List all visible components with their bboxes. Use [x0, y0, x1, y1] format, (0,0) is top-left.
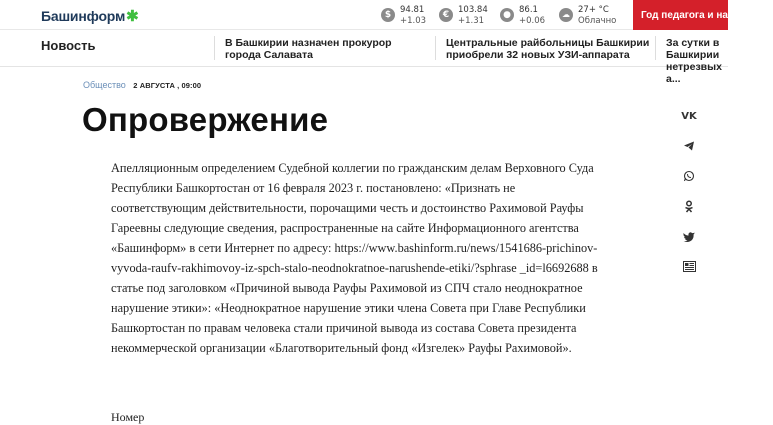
publish-date: 2 АВГУСТА , 09:00 — [133, 81, 202, 90]
usd-rate: $ 94.81 +1.03 — [381, 4, 431, 26]
promo-banner[interactable]: Год педагога и наставника — [633, 0, 728, 30]
twitter-share-button[interactable] — [674, 222, 704, 252]
telegram-icon — [683, 140, 695, 152]
article-paragraph: Апелляционным определением Судебной коллегии по гражданским делам Верховного Суда Республики Башкортостан от 16 февраля 2023 г. постановлено: «Признать не соответствующим действительности, порочащими честь и достоинство Рахимовой Рауфы Гареевны следующие сведения, распространенные на сайте Информационного агентства «Башинформ» в сети Интернет по адресу: https://www.bashinform.ru/news/1541686-prichinov-vyvoda-raufv-rakhimovoy-iz-spch-stalo-neodnokratnoe-narushende-etiki/?sphrase _id=l6692688 в статье под заголовком «Причиной вывода Рауфы Рахимовой из СПЧ стало неоднократное нарушение этики»: «Неоднократное нарушение этики члена Совета при Главе Республики Башкортостан по правам человека стали причиной вывода из состава Совета президента некоммерческой организации «Благотворительный фонд «Изгелек» Рауфы Рахимовой». — [111, 161, 598, 355]
weather-cloud-icon: ☁ — [559, 8, 573, 22]
oil-drop-icon: ● — [500, 8, 514, 22]
yandex-news-share-button[interactable] — [674, 252, 704, 282]
dollar-icon: $ — [381, 8, 395, 22]
vk-icon: VK — [681, 111, 697, 122]
odnoklassniki-share-button[interactable] — [674, 192, 704, 222]
twitter-icon — [683, 231, 695, 242]
article-next-line: Номер — [111, 410, 145, 424]
divider — [214, 36, 215, 60]
site-logo[interactable]: Башинформ✱ — [41, 8, 139, 25]
eur-rate: € 103.84 +1.31 — [439, 4, 489, 26]
article-meta — [83, 80, 201, 90]
article-title: Опровержение — [82, 101, 329, 138]
news-icon — [683, 261, 696, 272]
news-item[interactable]: Центральные райбольницы Башкирии приобрели 32 новых УЗИ-аппарата — [446, 37, 650, 61]
whatsapp-share-button[interactable] — [674, 162, 704, 192]
news-item[interactable]: В Башкирии назначен прокурор города Салавата — [225, 37, 392, 61]
article-body — [111, 158, 606, 358]
whatsapp-icon — [683, 170, 695, 182]
news-ticker-title: Новость — [41, 38, 96, 53]
weather: ☁ 27+ °C Облачно — [559, 4, 629, 26]
share-rail — [674, 102, 704, 282]
telegram-share-button[interactable] — [674, 132, 704, 162]
oil-rate: ● 86.1 +0.06 — [500, 4, 550, 26]
divider — [435, 36, 436, 60]
top-bar — [0, 0, 773, 30]
odnoklassniki-icon — [684, 200, 694, 213]
divider — [655, 36, 656, 60]
vk-share-button[interactable] — [674, 102, 704, 132]
news-item[interactable]: За сутки в Башкирии нетрезвых а... — [666, 37, 722, 85]
euro-icon: € — [439, 8, 453, 22]
logo-star-icon: ✱ — [126, 8, 139, 25]
category-link[interactable]: Общество — [83, 80, 126, 90]
